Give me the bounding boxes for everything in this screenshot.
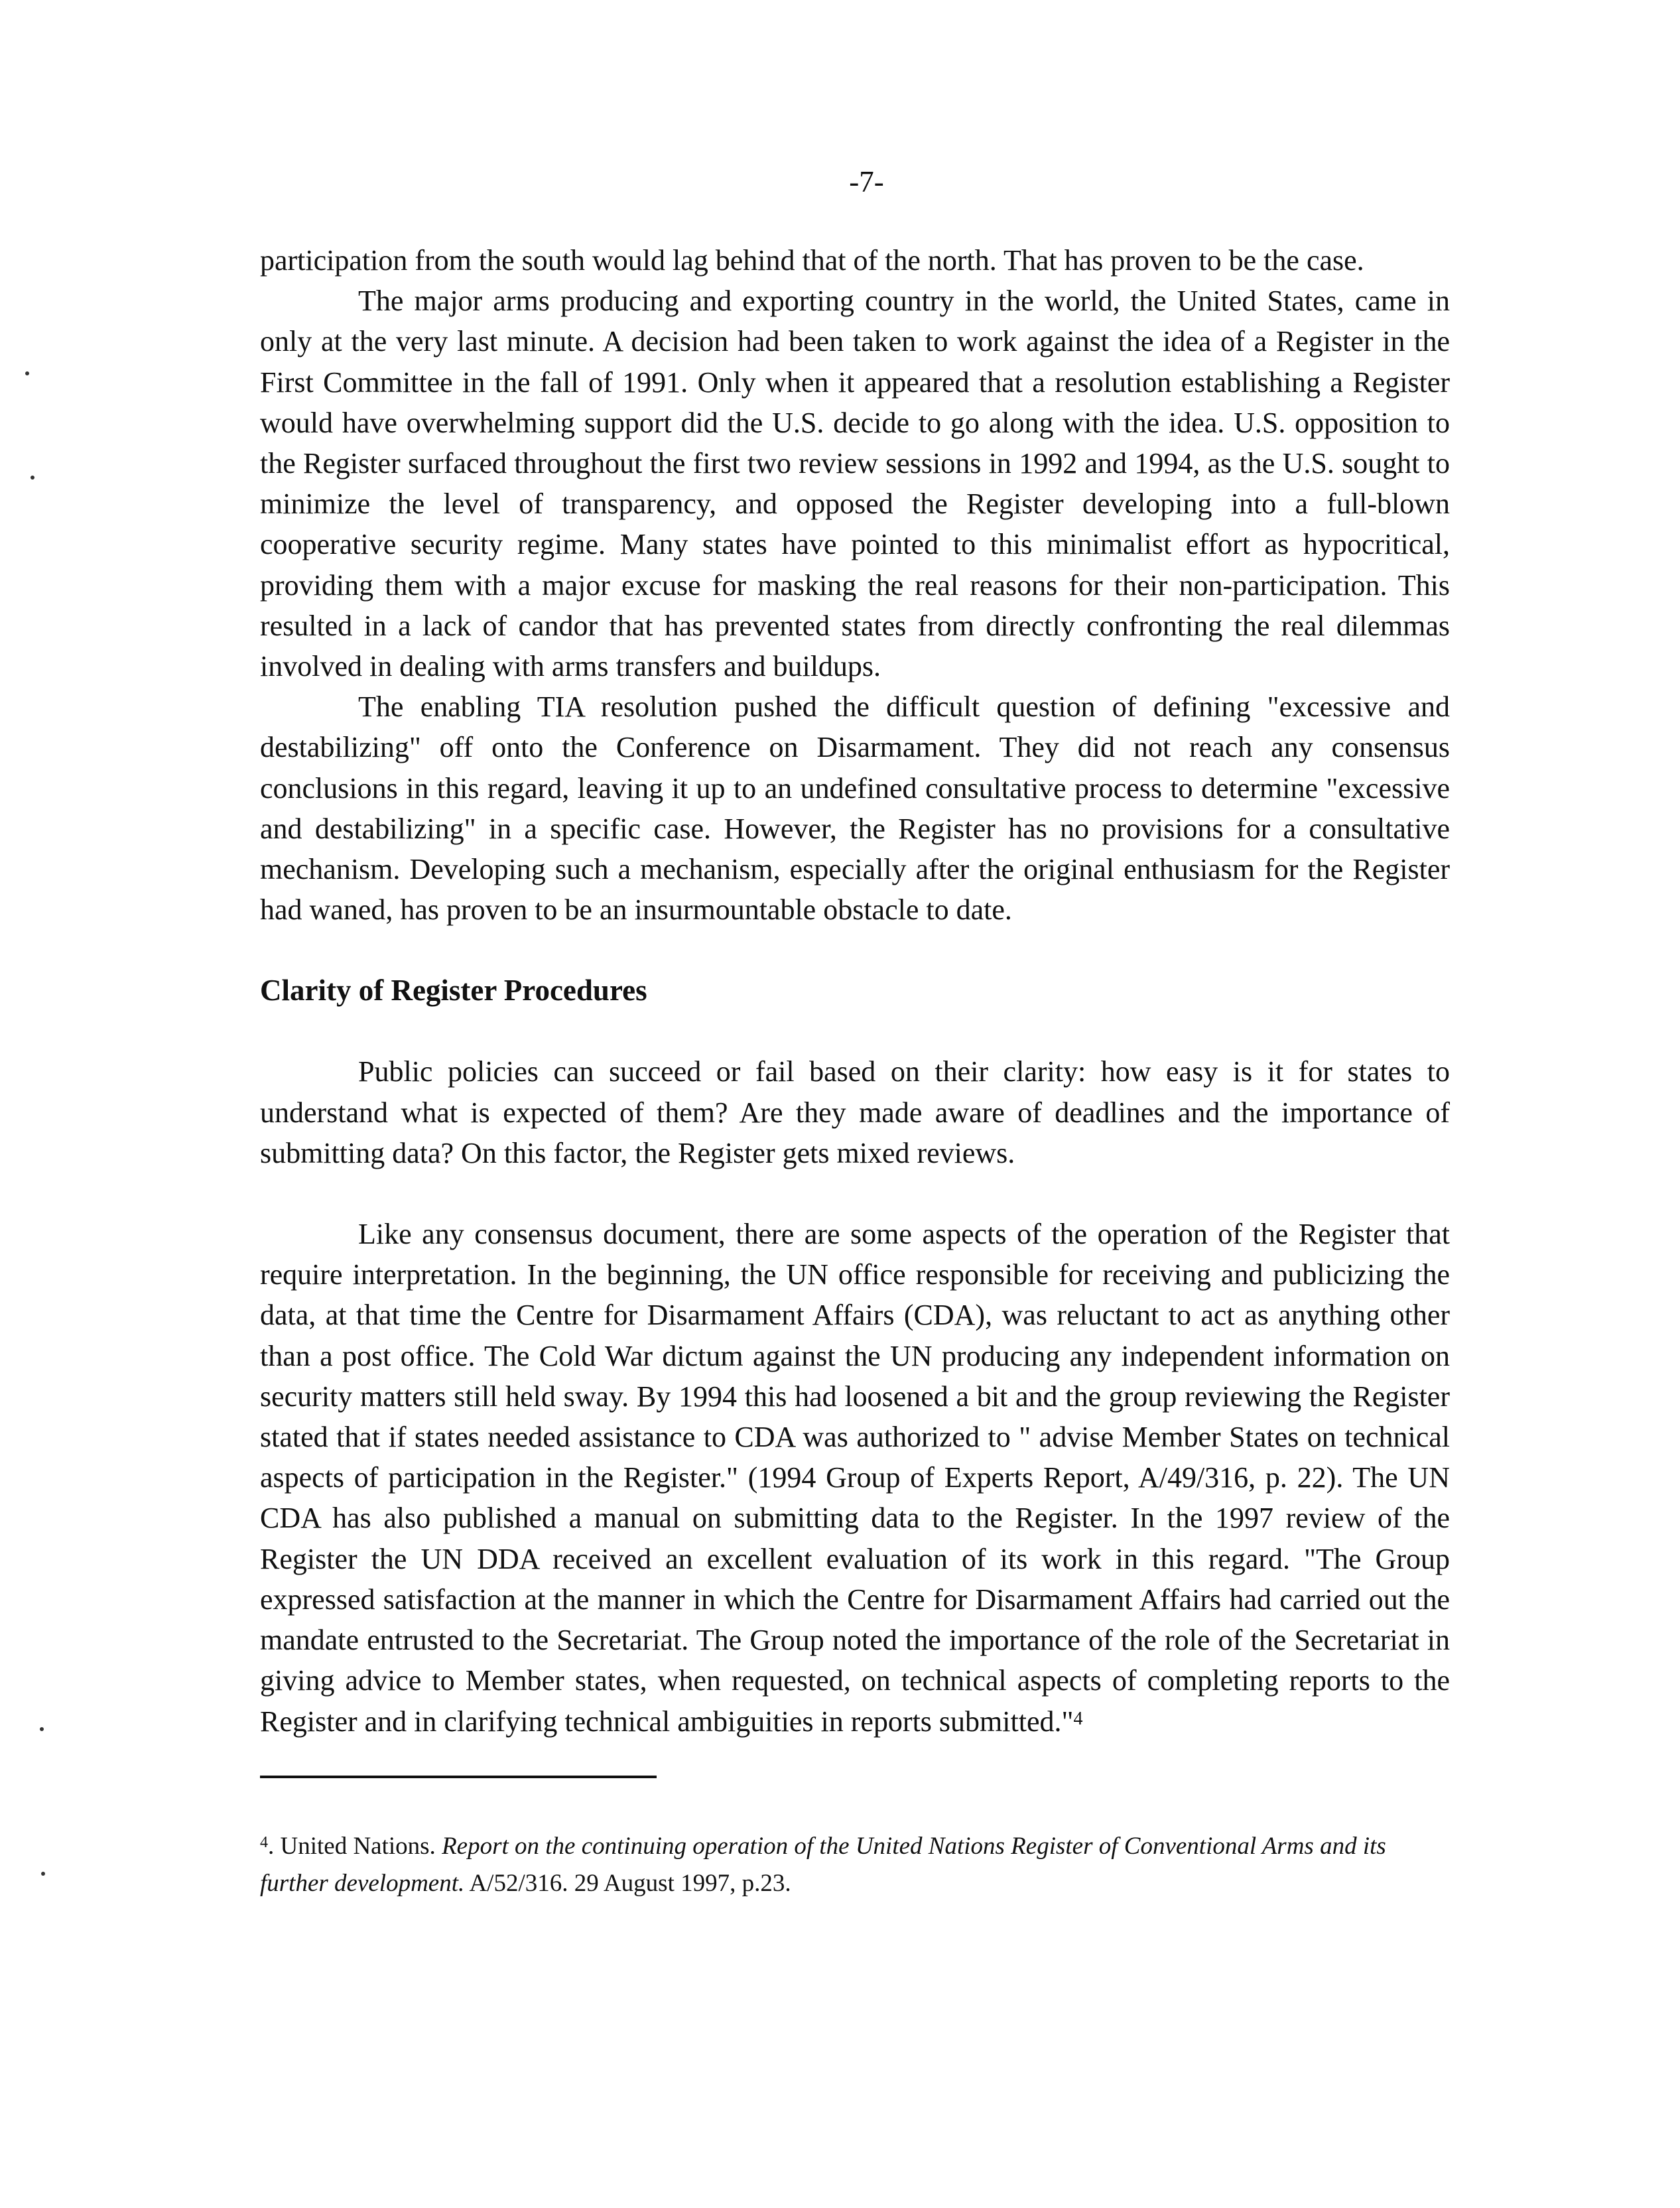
scan-speck xyxy=(31,476,34,480)
scan-speck xyxy=(25,371,29,375)
paragraph-public-policies: Public policies can succeed or fail based on their clarity: how easy is it for states to understand what is expected of them? Are they made aware of deadlines and the importance of submitting data? On this factor, the Register gets mixed reviews. xyxy=(260,1055,1450,1169)
scan-speck xyxy=(41,1872,45,1876)
footnote-suffix: A/52/316. 29 August 1997, p.23. xyxy=(464,1870,791,1897)
paragraph-consensus-text: Like any consensus document, there are some aspects of the operation of the Register that require interpretation. In the beginning, the UN office responsible for receiving and publicizing the data, at that time the Centre for Disarmament Affairs (CDA), was reluctant to act as anything other than a post office. The Cold War dictum against the UN producing any independent information on security matters still held sway. By 1994 this had loosened a bit and the group reviewing the Register stated that if states needed assistance to CDA was authorized to " advise Member States on technical aspects of participation in the Register." (1994 Group of Experts Report, A/49/316, p. 22). The UN CDA has also published a manual on submitting data to the Register. In the 1997 review of the Register the UN DDA received an excellent evaluation of its work in this regard. "The Group expressed satisfaction at the manner in which the Centre for Disarmament Affairs had carried out the mandate entrusted to the Secretariat. The Group noted the importance of the role of the Secretariat in giving advice to Member states, when requested, on technical aspects of completing reports to the Register and in clarifying technical ambiguities in reports submitted." xyxy=(260,1218,1450,1738)
paragraph-consensus-document xyxy=(260,1214,1450,1742)
paragraph-continuation: participation from the south would lag behind that of the north. That has proven to be the case. xyxy=(260,244,1364,277)
body-text xyxy=(260,240,1450,1742)
footnote-prefix: . United Nations. xyxy=(268,1833,442,1860)
footnote-reference: 4 xyxy=(1073,1708,1083,1729)
footnote xyxy=(260,1828,1447,1902)
paragraph-tia-resolution: The enabling TIA resolution pushed the difficult question of defining "excessive and destabilizing" off onto the Conference on Disarmament. They did not reach any consensus conclusions in this regard, leaving it up to an undefined consultative process to determine "excessive and destabilizing" in a specific case. However, the Register has no provisions for a consultative mechanism. Developing such a mechanism, especially after the original enthusiasm for the Register had waned, has proven to be an insurmountable obstacle to date. xyxy=(260,690,1450,927)
footnote-divider xyxy=(260,1776,657,1778)
scan-speck xyxy=(40,1727,44,1731)
page-number: -7- xyxy=(849,165,884,198)
paragraph-united-states: The major arms producing and exporting country in the world, the United States, came in only at the very last minute. A decision had been taken to work against the idea of a Register in the First Committee in the fall of 1991. Only when it appeared that a resolution establishing a Register would have overwhelming support did the U.S. decide to go along with the idea. U.S. opposition to the Register surfaced throughout the first two review sessions in 1992 and 1994, as the U.S. sought to minimize the level of transparency, and opposed the Register developing into a full-blown cooperative security regime. Many states have pointed to this minimalist effort as hypocritical, providing them with a major excuse for masking the real reasons for their non-participation. This resulted in a lack of candor that has prevented states from directly confronting the real dilemmas involved in dealing with arms transfers and buildups. xyxy=(260,285,1450,683)
footnote-marker: 4 xyxy=(260,1834,268,1851)
section-heading: Clarity of Register Procedures xyxy=(260,974,647,1007)
footnote-title: Report on the continuing operation of the United Nations Register of Conventional Arms and its further development. xyxy=(260,1833,1386,1897)
